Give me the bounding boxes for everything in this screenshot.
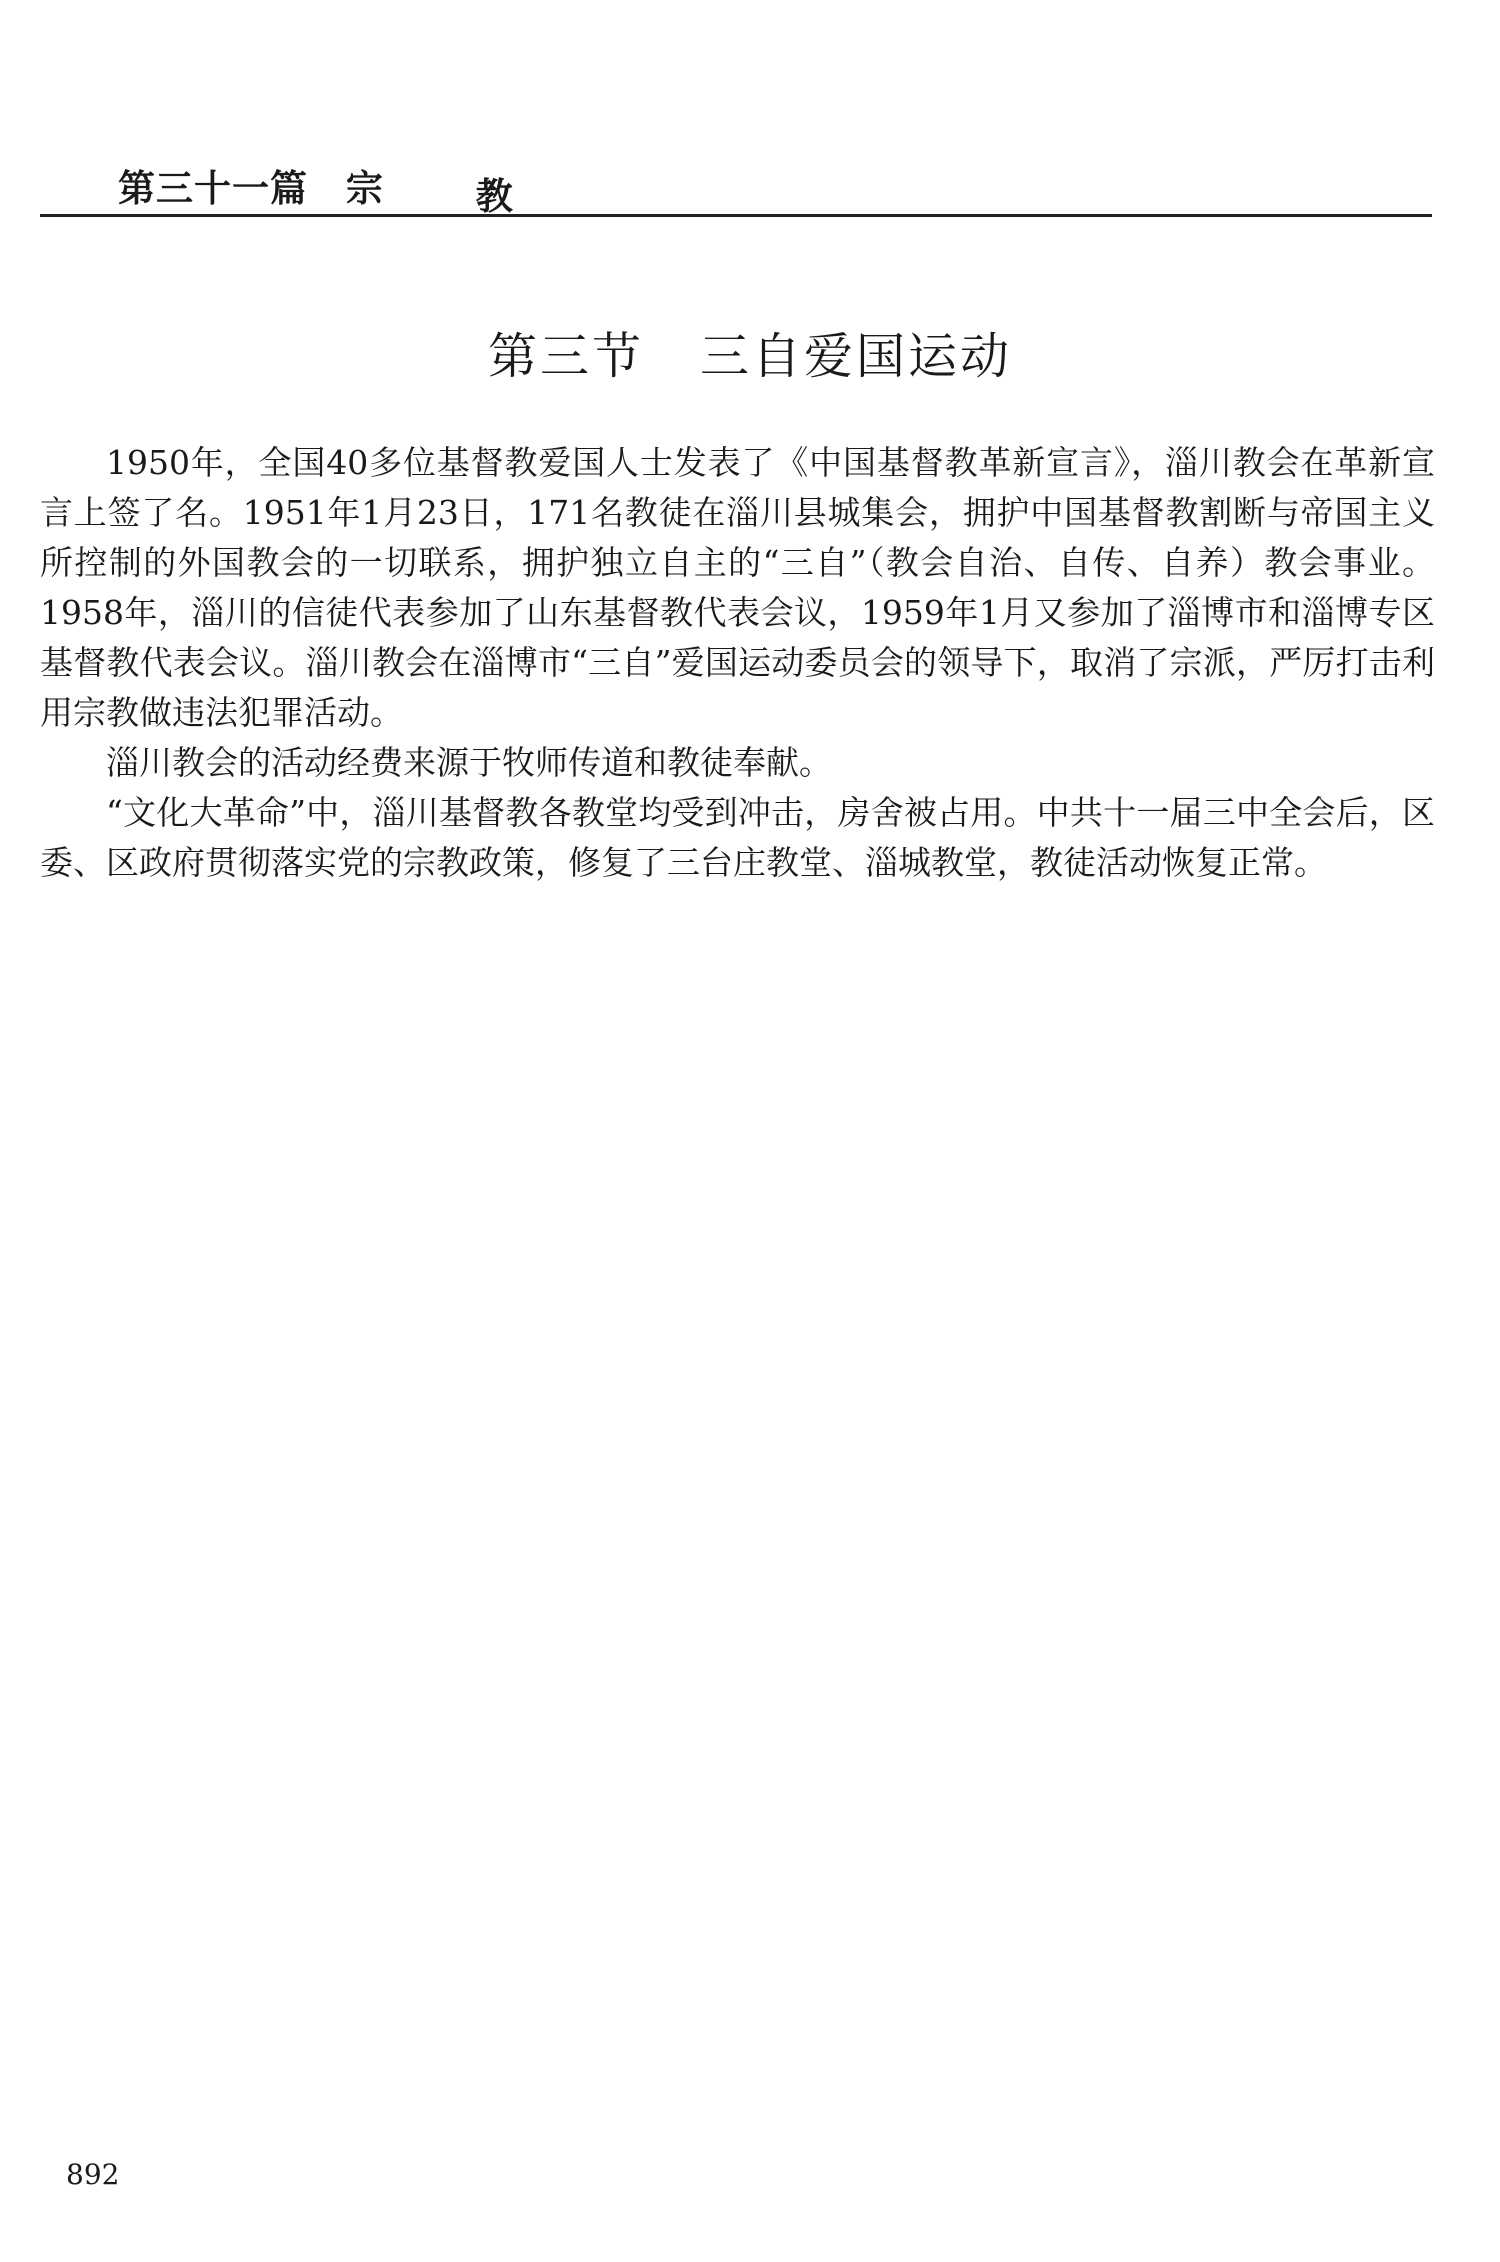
header-divider [40,214,1432,217]
header-topic-char-1: 宗 [345,166,384,210]
paragraph: “文化大革命”中，淄川基督教各教堂均受到冲击，房舍被占用。中共十一届三中全会后，区委、区政府贯彻落实党的宗教政策，修复了三台庄教堂、淄城教堂，教徒活动恢复正常。 [40,793,1435,882]
section-title-text: 三自爱国运动 [700,328,1013,385]
body-text [40,438,1435,888]
section-title [0,318,1500,388]
section-number: 第三节 [487,328,644,385]
paragraph: 1950年，全国40多位基督教爱国人士发表了《中国基督教革新宣言》，淄川教会在革新宣言上签了名。1951年1月23日，171名教徒在淄川县城集会，拥护中国基督教割断与帝国主义所控制的外国教会的一切联系，拥护独立自主的“三自”（教会自治、自传、自养）教会事业。1958年，淄川的信徒代表参加了山东基督教代表会议，1959年1月又参加了淄博市和淄博专区基督教代表会议。淄川教会在淄博市“三自”爱国运动委员会的领导下，取消了宗派，严厉打击利用宗教做违法犯罪活动。 [40,443,1435,732]
paragraph: 淄川教会的活动经费来源于牧师传道和教徒奉献。 [106,743,832,782]
header-part-title: 第三十一篇 [118,166,308,210]
header-topic-char-2: 教 [475,174,514,218]
page-number: 892 [66,2158,120,2191]
running-header [118,158,514,218]
